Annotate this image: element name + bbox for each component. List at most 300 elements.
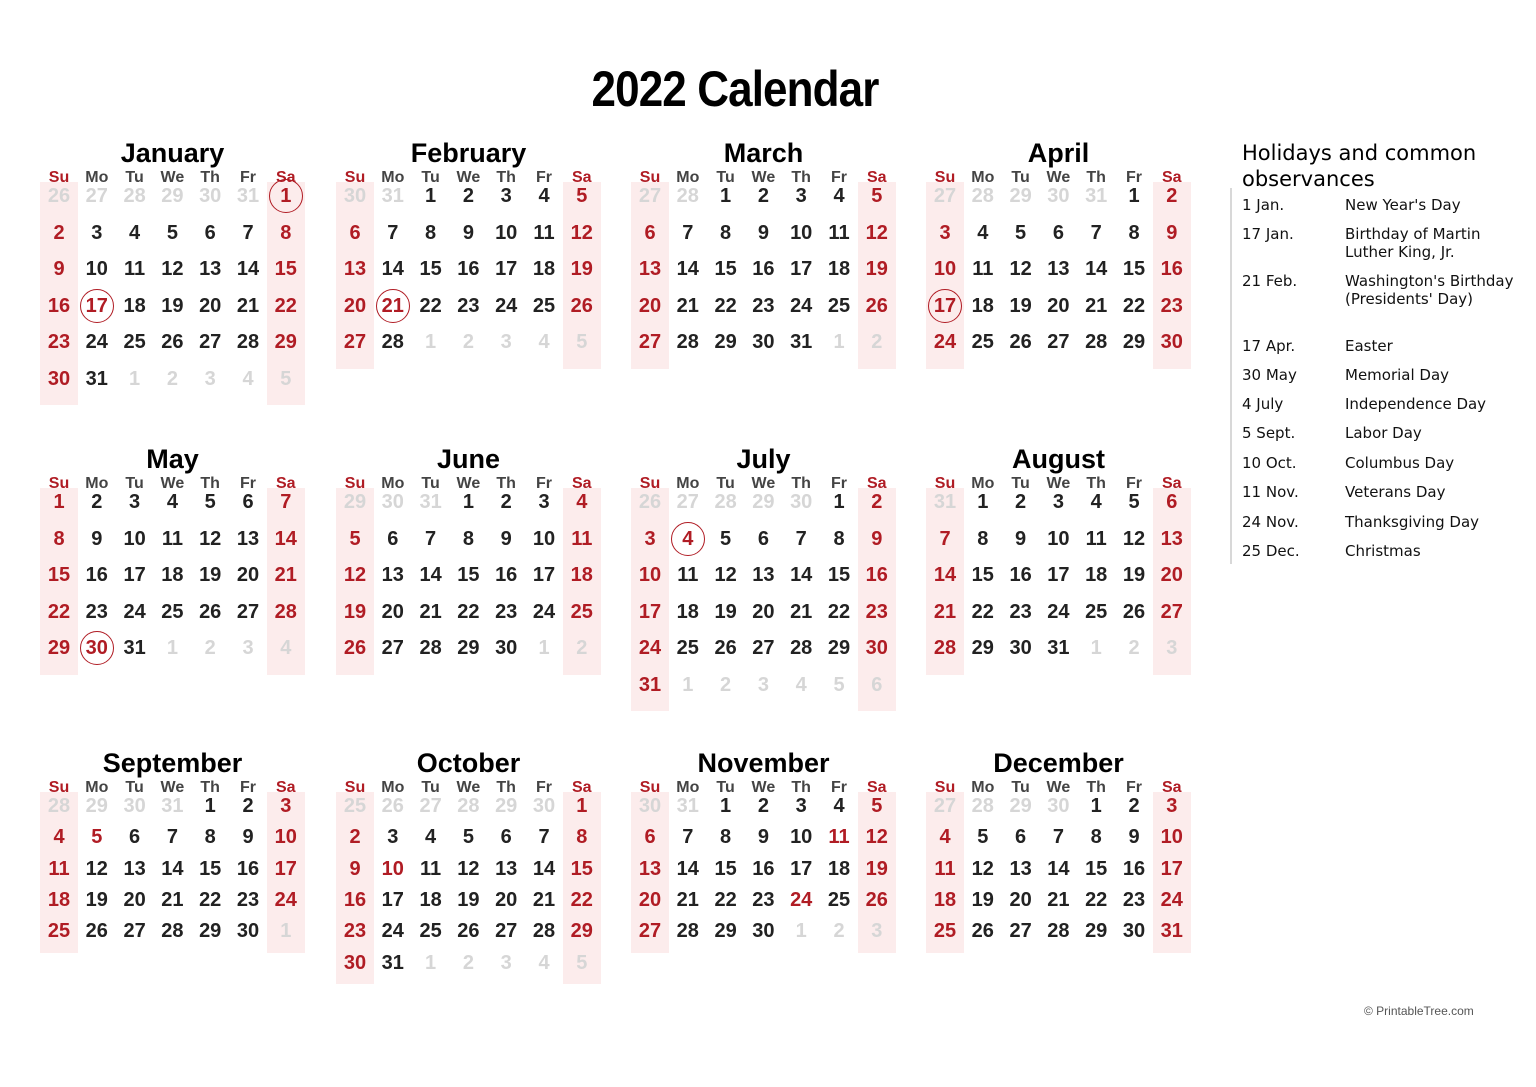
day-cell: 26 bbox=[1009, 331, 1032, 353]
day-cell: 3 bbox=[129, 491, 141, 513]
day-cell: 10 bbox=[790, 221, 813, 244]
day-cell: 25 bbox=[827, 294, 851, 317]
holiday-circle bbox=[80, 289, 114, 323]
day-cell: 26 bbox=[161, 331, 184, 353]
weekday-header: Mo bbox=[676, 475, 700, 492]
day-cell: 1 bbox=[425, 185, 437, 207]
weekday-header: Su bbox=[344, 779, 366, 796]
day-cell: 21 bbox=[161, 888, 184, 911]
day-cell: 12 bbox=[971, 857, 994, 880]
holiday-name: Birthday of Martin Luther King, Jr. bbox=[1345, 225, 1481, 261]
day-cell: 26 bbox=[865, 888, 888, 911]
day-cell-outside: 1 bbox=[682, 673, 694, 696]
day-cell: 17 bbox=[532, 564, 556, 586]
day-cell: 27 bbox=[123, 920, 146, 943]
day-cell: 13 bbox=[343, 258, 367, 280]
day-cell: 6 bbox=[644, 826, 656, 849]
day-cell: 19 bbox=[714, 600, 737, 623]
day-cell: 24 bbox=[532, 600, 556, 623]
day-cell: 8 bbox=[53, 527, 65, 550]
day-cell-outside: 29 bbox=[1009, 795, 1032, 817]
weekday-header: Fr bbox=[831, 475, 847, 492]
day-cell: 14 bbox=[532, 857, 556, 880]
day-cell: 9 bbox=[1015, 527, 1027, 550]
day-cell-outside: 30 bbox=[638, 795, 662, 817]
day-cell: 20 bbox=[638, 294, 662, 317]
day-cell-outside: 28 bbox=[971, 185, 994, 207]
day-cell: 13 bbox=[123, 857, 146, 880]
day-cell-outside: 27 bbox=[933, 185, 957, 207]
day-cell: 7 bbox=[682, 221, 694, 244]
day-cell: 31 bbox=[123, 637, 146, 659]
day-cell: 11 bbox=[1085, 527, 1107, 550]
day-cell: 12 bbox=[865, 826, 888, 849]
day-cell: 6 bbox=[644, 221, 656, 244]
day-cell: 5 bbox=[871, 185, 883, 207]
month-name: April bbox=[1027, 138, 1090, 168]
day-cell: 17 bbox=[933, 294, 957, 317]
day-cell: 5 bbox=[977, 826, 989, 849]
day-cell: 30 bbox=[47, 367, 71, 390]
day-cell: 8 bbox=[204, 826, 216, 849]
month-block-april bbox=[926, 140, 1191, 379]
day-cell: 16 bbox=[343, 888, 367, 911]
day-cell: 5 bbox=[720, 527, 732, 550]
weekday-header: Mo bbox=[381, 475, 405, 492]
weekday-header: Sa bbox=[276, 475, 296, 492]
weekday-header: Mo bbox=[676, 169, 700, 186]
weekday-header: We bbox=[751, 779, 776, 796]
day-cell: 20 bbox=[1047, 294, 1070, 317]
day-cell: 7 bbox=[939, 527, 951, 550]
day-cell: 1 bbox=[1090, 795, 1102, 817]
day-cell: 27 bbox=[236, 600, 260, 623]
holiday-name: Christmas bbox=[1345, 542, 1421, 560]
day-cell: 17 bbox=[1047, 564, 1070, 586]
day-cell: 18 bbox=[123, 294, 146, 317]
day-cell: 24 bbox=[1047, 600, 1070, 623]
weekday-header: Th bbox=[1086, 779, 1106, 796]
day-cell: 1 bbox=[280, 185, 292, 207]
day-cell: 2 bbox=[1166, 185, 1178, 207]
day-cell: 31 bbox=[790, 331, 813, 353]
holiday-date: 24 Nov. bbox=[1242, 513, 1299, 531]
day-cell: 28 bbox=[274, 600, 297, 623]
holiday-date: 21 Feb. bbox=[1242, 272, 1298, 290]
day-cell: 4 bbox=[576, 491, 588, 513]
holiday-circle bbox=[928, 289, 962, 323]
day-cell-outside: 3 bbox=[242, 637, 254, 659]
day-cell: 26 bbox=[714, 637, 737, 659]
day-cell: 12 bbox=[1122, 527, 1146, 550]
day-cell-outside: 3 bbox=[500, 331, 512, 353]
day-cell: 14 bbox=[161, 857, 184, 880]
day-cell: 8 bbox=[833, 527, 845, 550]
day-cell-outside: 3 bbox=[204, 367, 216, 390]
day-cell-outside: 27 bbox=[933, 795, 957, 817]
weekday-header: Fr bbox=[536, 169, 552, 186]
day-cell: 3 bbox=[795, 795, 807, 817]
day-cell: 11 bbox=[48, 857, 70, 880]
day-cell-outside: 26 bbox=[381, 795, 404, 817]
day-cell: 26 bbox=[85, 920, 108, 943]
day-cell-outside: 30 bbox=[1047, 185, 1070, 207]
day-cell: 18 bbox=[419, 888, 442, 911]
day-cell-outside: 29 bbox=[495, 795, 518, 817]
day-cell-outside: 31 bbox=[236, 185, 260, 207]
day-cell: 17 bbox=[85, 294, 108, 317]
day-cell-outside: 2 bbox=[833, 920, 845, 943]
day-cell: 12 bbox=[1009, 258, 1032, 280]
weekday-header: Mo bbox=[971, 475, 995, 492]
weekday-header: Fr bbox=[536, 779, 552, 796]
day-cell: 22 bbox=[1085, 888, 1108, 911]
day-cell-outside: 30 bbox=[343, 185, 367, 207]
weekday-header: We bbox=[456, 169, 481, 186]
day-cell: 3 bbox=[538, 491, 550, 513]
weekday-header: Su bbox=[48, 475, 70, 492]
day-cell: 8 bbox=[425, 221, 437, 244]
day-cell: 27 bbox=[199, 331, 222, 353]
holiday-name: New Year's Day bbox=[1345, 196, 1461, 214]
day-cell: 27 bbox=[1160, 600, 1183, 623]
weekday-header: Fr bbox=[1126, 779, 1142, 796]
month-name: May bbox=[146, 444, 199, 474]
holiday-date: 10 Oct. bbox=[1242, 454, 1297, 472]
day-cell: 14 bbox=[933, 564, 957, 586]
day-cell: 15 bbox=[274, 258, 297, 280]
day-cell: 16 bbox=[495, 564, 518, 586]
weekday-header: We bbox=[1046, 169, 1071, 186]
day-cell: 2 bbox=[462, 185, 474, 207]
weekday-header: Fr bbox=[240, 779, 256, 796]
weekday-header: Fr bbox=[1126, 475, 1142, 492]
day-cell-outside: 30 bbox=[381, 491, 404, 513]
day-cell: 4 bbox=[833, 185, 845, 207]
day-cell: 7 bbox=[242, 221, 254, 244]
day-cell: 25 bbox=[676, 637, 699, 659]
day-cell-outside: 27 bbox=[419, 795, 442, 817]
month-block-february bbox=[336, 140, 601, 379]
day-cell-outside: 4 bbox=[242, 367, 254, 390]
day-cell: 1 bbox=[204, 795, 216, 817]
weekday-header: Sa bbox=[867, 779, 887, 796]
day-cell: 24 bbox=[638, 637, 662, 659]
holiday-date: 30 May bbox=[1242, 366, 1297, 384]
day-cell: 2 bbox=[242, 795, 254, 817]
day-cell: 12 bbox=[457, 857, 480, 880]
day-cell: 28 bbox=[1085, 331, 1108, 353]
holiday-name: Memorial Day bbox=[1345, 366, 1450, 384]
day-cell: 2 bbox=[757, 795, 769, 817]
day-cell-outside: 1 bbox=[425, 331, 437, 353]
day-cell: 8 bbox=[280, 221, 292, 244]
day-cell: 23 bbox=[495, 600, 518, 623]
weekday-header: Tu bbox=[421, 779, 440, 796]
day-cell: 5 bbox=[871, 795, 883, 817]
day-cell: 13 bbox=[1160, 527, 1183, 550]
day-cell: 1 bbox=[833, 491, 845, 513]
day-cell-outside: 27 bbox=[638, 185, 662, 207]
day-cell: 3 bbox=[644, 527, 656, 550]
day-cell: 29 bbox=[1085, 920, 1108, 943]
weekday-header: Tu bbox=[125, 475, 144, 492]
holiday-name: Easter bbox=[1345, 337, 1393, 355]
day-cell-outside: 3 bbox=[757, 673, 769, 696]
day-cell: 11 bbox=[420, 857, 442, 880]
weekday-header: Th bbox=[791, 779, 811, 796]
day-cell: 9 bbox=[349, 857, 361, 880]
day-cell: 14 bbox=[274, 527, 297, 550]
day-cell-outside: 5 bbox=[576, 951, 588, 974]
day-cell: 3 bbox=[795, 185, 807, 207]
day-cell: 18 bbox=[47, 888, 71, 911]
month-block-december bbox=[926, 750, 1191, 963]
day-cell-outside: 2 bbox=[166, 367, 178, 390]
day-cell: 16 bbox=[1160, 258, 1183, 280]
weekday-header: Th bbox=[496, 779, 516, 796]
day-cell: 31 bbox=[1160, 920, 1183, 943]
day-cell: 14 bbox=[676, 258, 699, 280]
day-cell: 4 bbox=[833, 795, 845, 817]
weekday-header: Su bbox=[934, 475, 956, 492]
day-cell-outside: 2 bbox=[462, 951, 474, 974]
weekday-header: Su bbox=[48, 779, 70, 796]
day-cell: 29 bbox=[570, 920, 593, 943]
day-cell: 10 bbox=[1047, 527, 1070, 550]
day-cell: 11 bbox=[828, 826, 850, 849]
day-cell: 26 bbox=[199, 600, 222, 623]
day-cell: 30 bbox=[1160, 331, 1183, 353]
day-cell: 19 bbox=[1122, 564, 1146, 586]
day-cell: 17 bbox=[495, 258, 518, 280]
day-cell: 1 bbox=[576, 795, 588, 817]
weekday-header: Tu bbox=[716, 779, 735, 796]
day-cell: 8 bbox=[576, 826, 588, 849]
day-cell: 7 bbox=[795, 527, 807, 550]
day-cell: 24 bbox=[1160, 888, 1183, 911]
day-cell: 10 bbox=[933, 258, 957, 280]
holiday-name: Thanksgiving Day bbox=[1345, 513, 1480, 531]
day-cell: 25 bbox=[971, 331, 994, 353]
day-cell: 9 bbox=[53, 258, 65, 280]
day-cell-outside: 3 bbox=[1166, 637, 1178, 659]
holiday-date: 4 July bbox=[1242, 395, 1284, 413]
day-cell-outside: 6 bbox=[871, 673, 883, 696]
day-cell-outside: 30 bbox=[199, 185, 222, 207]
day-cell: 25 bbox=[933, 920, 957, 943]
day-cell: 12 bbox=[199, 527, 222, 550]
day-cell-outside: 28 bbox=[714, 491, 737, 513]
holiday-circle bbox=[671, 522, 705, 556]
day-cell: 1 bbox=[53, 491, 65, 513]
month-name: June bbox=[436, 444, 501, 474]
day-cell: 29 bbox=[199, 920, 222, 943]
day-cell: 15 bbox=[971, 564, 994, 586]
weekday-header: Th bbox=[791, 169, 811, 186]
day-cell: 22 bbox=[419, 294, 442, 317]
day-cell-outside: 28 bbox=[123, 185, 146, 207]
day-cell: 3 bbox=[91, 221, 103, 244]
day-cell: 28 bbox=[532, 920, 556, 943]
weekday-header: Th bbox=[496, 169, 516, 186]
day-cell: 24 bbox=[85, 331, 108, 353]
day-cell: 25 bbox=[1085, 600, 1108, 623]
day-cell: 1 bbox=[1128, 185, 1140, 207]
day-cell: 29 bbox=[827, 637, 851, 659]
day-cell: 21 bbox=[676, 294, 699, 317]
day-cell: 15 bbox=[419, 258, 442, 280]
day-cell: 26 bbox=[865, 294, 888, 317]
day-cell: 5 bbox=[349, 527, 361, 550]
day-cell: 14 bbox=[676, 857, 699, 880]
day-cell: 22 bbox=[47, 600, 71, 623]
day-cell: 23 bbox=[752, 888, 775, 911]
day-cell: 24 bbox=[381, 920, 404, 943]
day-cell-outside: 4 bbox=[280, 637, 292, 659]
day-cell: 22 bbox=[714, 888, 737, 911]
day-cell: 22 bbox=[827, 600, 851, 623]
weekday-header: We bbox=[1046, 475, 1071, 492]
day-cell: 7 bbox=[682, 826, 694, 849]
month-name: September bbox=[102, 748, 243, 778]
day-cell-outside: 31 bbox=[676, 795, 699, 817]
weekday-header: Sa bbox=[572, 169, 592, 186]
day-cell: 4 bbox=[977, 221, 989, 244]
day-cell: 19 bbox=[570, 258, 593, 280]
day-cell: 11 bbox=[972, 258, 994, 280]
weekday-header: Sa bbox=[276, 169, 296, 186]
day-cell: 19 bbox=[199, 564, 222, 586]
weekday-header: Fr bbox=[831, 779, 847, 796]
day-cell: 18 bbox=[827, 258, 851, 280]
day-cell: 29 bbox=[457, 637, 480, 659]
day-cell: 14 bbox=[790, 564, 813, 586]
day-cell: 19 bbox=[343, 600, 367, 623]
holiday-date: 17 Apr. bbox=[1242, 337, 1296, 355]
day-cell: 17 bbox=[274, 857, 297, 880]
weekday-header: Su bbox=[344, 475, 366, 492]
day-cell-outside: 2 bbox=[871, 331, 883, 353]
day-cell: 3 bbox=[500, 185, 512, 207]
day-cell: 28 bbox=[676, 920, 699, 943]
day-cell-outside: 2 bbox=[462, 331, 474, 353]
day-cell-outside: 2 bbox=[576, 637, 588, 659]
weekday-header: Su bbox=[934, 779, 956, 796]
weekday-header: Fr bbox=[240, 475, 256, 492]
day-cell: 30 bbox=[85, 637, 108, 659]
day-cell: 11 bbox=[124, 258, 146, 280]
day-cell-outside: 5 bbox=[833, 673, 845, 696]
day-cell-outside: 2 bbox=[204, 637, 216, 659]
day-cell: 13 bbox=[199, 258, 222, 280]
day-cell-outside: 2 bbox=[720, 673, 732, 696]
day-cell-outside: 5 bbox=[576, 331, 588, 353]
day-cell: 9 bbox=[500, 527, 512, 550]
weekday-header: Th bbox=[1086, 475, 1106, 492]
day-cell-outside: 25 bbox=[343, 795, 367, 817]
day-cell-outside: 29 bbox=[343, 491, 367, 513]
day-cell: 16 bbox=[47, 294, 71, 317]
day-cell: 6 bbox=[242, 491, 254, 513]
day-cell: 2 bbox=[1128, 795, 1140, 817]
day-cell: 20 bbox=[638, 888, 662, 911]
weekday-header: Th bbox=[791, 475, 811, 492]
day-cell: 24 bbox=[495, 294, 518, 317]
day-cell: 10 bbox=[1160, 826, 1183, 849]
day-cell: 7 bbox=[425, 527, 437, 550]
copyright-notice: © PrintableTree.com bbox=[1364, 1004, 1474, 1018]
month-block-january bbox=[40, 140, 305, 415]
day-cell: 30 bbox=[752, 920, 775, 943]
weekday-header: Th bbox=[200, 779, 220, 796]
day-cell: 22 bbox=[714, 294, 737, 317]
day-cell: 11 bbox=[533, 221, 555, 244]
day-cell: 17 bbox=[123, 564, 146, 586]
day-cell-outside: 29 bbox=[85, 795, 108, 817]
weekday-header: Mo bbox=[85, 169, 109, 186]
day-cell: 13 bbox=[1047, 258, 1070, 280]
day-cell: 21 bbox=[274, 564, 297, 586]
weekday-header: Tu bbox=[421, 169, 440, 186]
day-cell: 22 bbox=[199, 888, 222, 911]
weekday-header: Mo bbox=[971, 779, 995, 796]
day-cell: 9 bbox=[757, 826, 769, 849]
day-cell: 16 bbox=[85, 564, 108, 586]
day-cell: 13 bbox=[495, 857, 518, 880]
day-cell-outside: 3 bbox=[500, 951, 512, 974]
day-cell: 30 bbox=[236, 920, 260, 943]
weekday-header: Th bbox=[200, 169, 220, 186]
day-cell: 6 bbox=[1015, 826, 1027, 849]
weekday-header: Tu bbox=[1011, 169, 1030, 186]
weekday-header: Tu bbox=[125, 169, 144, 186]
day-cell: 7 bbox=[387, 221, 399, 244]
day-cell: 12 bbox=[570, 221, 593, 244]
day-cell: 28 bbox=[1047, 920, 1070, 943]
holiday-circle bbox=[376, 289, 410, 323]
day-cell: 27 bbox=[752, 637, 775, 659]
day-cell: 11 bbox=[571, 527, 593, 550]
weekday-header: Fr bbox=[1126, 169, 1142, 186]
weekday-header: Su bbox=[639, 475, 661, 492]
month-block-may bbox=[40, 446, 305, 685]
day-cell: 9 bbox=[91, 527, 103, 550]
day-cell: 22 bbox=[570, 888, 593, 911]
day-cell: 12 bbox=[714, 564, 737, 586]
day-cell-outside: 31 bbox=[381, 185, 404, 207]
day-cell: 10 bbox=[532, 527, 556, 550]
day-cell: 26 bbox=[1122, 600, 1146, 623]
day-cell-outside: 1 bbox=[833, 331, 845, 353]
day-cell: 10 bbox=[495, 221, 518, 244]
day-cell: 20 bbox=[752, 600, 775, 623]
holidays-divider bbox=[1230, 188, 1232, 564]
day-cell: 24 bbox=[790, 888, 813, 911]
day-cell-outside: 1 bbox=[538, 637, 550, 659]
day-cell: 4 bbox=[682, 527, 694, 550]
day-cell: 12 bbox=[865, 221, 888, 244]
day-cell-outside: 28 bbox=[47, 795, 71, 817]
day-cell: 2 bbox=[1015, 491, 1027, 513]
day-cell: 2 bbox=[349, 826, 361, 849]
holiday-name: Independence Day bbox=[1345, 395, 1487, 413]
holiday-circle bbox=[269, 179, 303, 213]
day-cell: 15 bbox=[1122, 258, 1146, 280]
weekday-header: Su bbox=[639, 169, 661, 186]
day-cell-outside: 1 bbox=[795, 920, 807, 943]
day-cell-outside: 31 bbox=[161, 795, 184, 817]
